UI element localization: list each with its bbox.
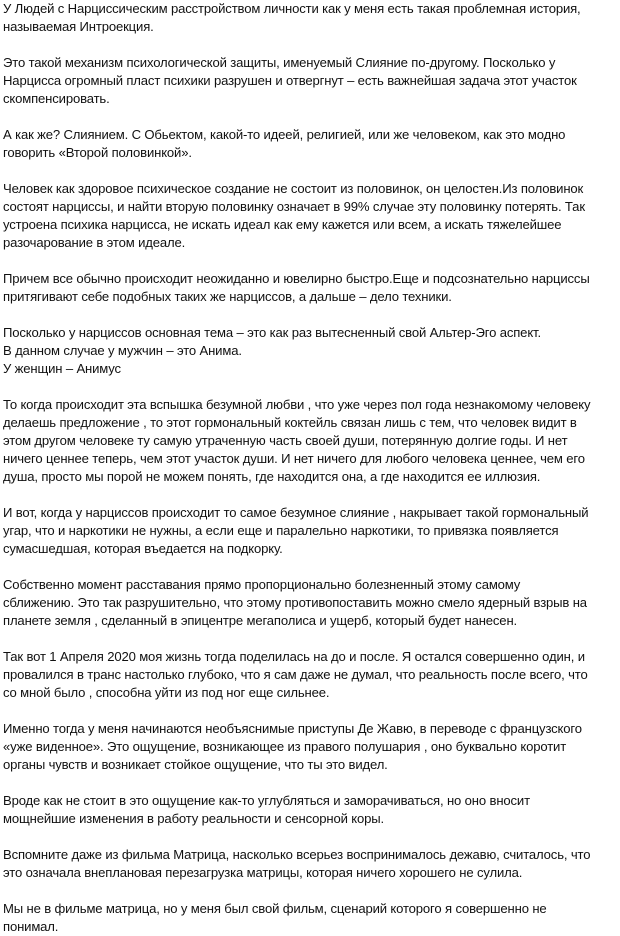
text-line: сумасшедшая, которая въедается на подкорку. — [3, 541, 283, 556]
paragraph-halves — [3, 180, 617, 252]
text-line: планете земля , сделанный в эпицентре мегаполиса и ущерб, который будет нанесен. — [3, 613, 518, 628]
text-line: Человек как здоровое психическое создание не состоит из половинок, он целостен.Из половинок — [3, 181, 584, 196]
text-line: скомпенсировать. — [3, 91, 110, 106]
text-line: устроена психика нарцисса, не искать идеал как ему кажется или всем, а искать тяжелейшее — [3, 217, 562, 232]
paragraph-alter-ego — [3, 324, 617, 378]
text-line: разочарование в этом идеале. — [3, 235, 186, 250]
text-line: То когда происходит эта вспышка безумной любви , что уже через пол года незнакомому человеку — [3, 397, 591, 412]
text-line: называемая Интроекция. — [3, 19, 154, 34]
text-line: Причем все обычно происходит неожиданно и ювелирно быстро.Еще и подсознательно нарциссы — [3, 271, 590, 286]
text-line: состоят нарциссы, и найти вторую половинку означает в 99% случае эту половинку потерять. Так — [3, 199, 585, 214]
text-line: Это такой механизм психологической защиты, именуемый Слияние по-другому. Посколько у — [3, 55, 556, 70]
text-line: Вроде как не стоит в это ощущение как-то углубляться и заморачиваться, но оно вносит — [3, 793, 530, 808]
paragraph-hormonal-high — [3, 504, 617, 558]
text-line: делаешь предложение , то этот гормональный коктейль связан лишь с тем, что человек видит в — [3, 415, 577, 430]
paragraph-attraction — [3, 270, 617, 306]
paragraph-april-2020 — [3, 648, 617, 702]
text-line: Нарцисса огромный пласт психики разрушен и отвергнут – есть важнейшая задача этот участок — [3, 73, 577, 88]
text-line: душа, просто мы порой не можем понять, где находится она, а где находится ее иллюзия. — [3, 469, 541, 484]
text-line: У Людей с Нарциссическим расстройством личности как у меня есть такая проблемная история, — [3, 1, 581, 16]
text-line: И вот, когда у нарциссов происходит то самое безумное слияние , накрывает такой гормональный — [3, 505, 589, 520]
text-line: Собственно момент расставания прямо пропорционально болезненный этому самому — [3, 577, 521, 592]
text-line: сближению. Это так разрушительно, что этому противопоставить можно смело ядерный взрыв на — [3, 595, 587, 610]
text-line: это означала внеплановая перезагрузка матрицы, которая ничего хорошего не сулила. — [3, 865, 523, 880]
text-line: В данном случае у мужчин – это Анима. — [3, 343, 242, 358]
paragraph-own-film — [3, 900, 617, 936]
text-line: говорить «Второй половинкой». — [3, 145, 192, 160]
paragraph-sensory-cortex — [3, 792, 617, 828]
paragraph-separation — [3, 576, 617, 630]
text-line: «уже виденное». Это ощущение, возникающее из правого полушария , оно буквально коротит — [3, 739, 567, 754]
text-line: Вспомните даже из фильма Матрица, насколько всерьез воспринималось дежавю, считалось, что — [3, 847, 591, 862]
text-line: угар, что и наркотики не нужны, а если еще и паралельно наркотики, то привязка появляется — [3, 523, 559, 538]
text-line: мощнейшие изменения в работу реальности и сенсорной коры. — [3, 811, 384, 826]
paragraph-love-flash — [3, 396, 617, 486]
paragraph-merging — [3, 126, 617, 162]
text-line: понимал. — [3, 919, 59, 934]
text-line: со мной было , способна уйти из под ног еще сильнее. — [3, 685, 330, 700]
paragraph-introjection — [3, 0, 617, 36]
paragraph-deja-vu — [3, 720, 617, 774]
paragraph-defense-mechanism — [3, 54, 617, 108]
paragraph-matrix — [3, 846, 617, 882]
text-line: Мы не в фильме матрица, но у меня был свой фильм, сценарий которого я совершенно не — [3, 901, 547, 916]
text-line: этом другом человеке ту самую утраченную часть своей души, потерянную долгие годы. И нет — [3, 433, 568, 448]
text-line: ничего ценнее теперь, чем этот участок души. И нет ничего для любого человека ценнее, чем его — [3, 451, 585, 466]
text-line: Именно тогда у меня начинаются необъяснимые приступы Де Жавю, в переводе с французского — [3, 721, 582, 736]
text-line: провалился в транс настолько глубоко, что я сам даже не думал, что реальность после всего, что — [3, 667, 588, 682]
document-body — [3, 0, 617, 936]
text-line: притягивают себе подобных таких же нарциссов, а дальше – дело техники. — [3, 289, 452, 304]
text-line: Так вот 1 Апреля 2020 моя жизнь тогда поделилась на до и после. Я остался совершенно один, и — [3, 649, 585, 664]
text-line: А как же? Слиянием. С Обьектом, какой-то идеей, религией, или же человеком, как это модно — [3, 127, 566, 142]
text-line: органы чувств и возникает стойкое ощущение, что ты это видел. — [3, 757, 388, 772]
text-line: Посколько у нарциссов основная тема – это как раз вытесненный свой Альтер-Эго аспект. — [3, 325, 541, 340]
text-line: У женщин – Анимус — [3, 361, 121, 376]
